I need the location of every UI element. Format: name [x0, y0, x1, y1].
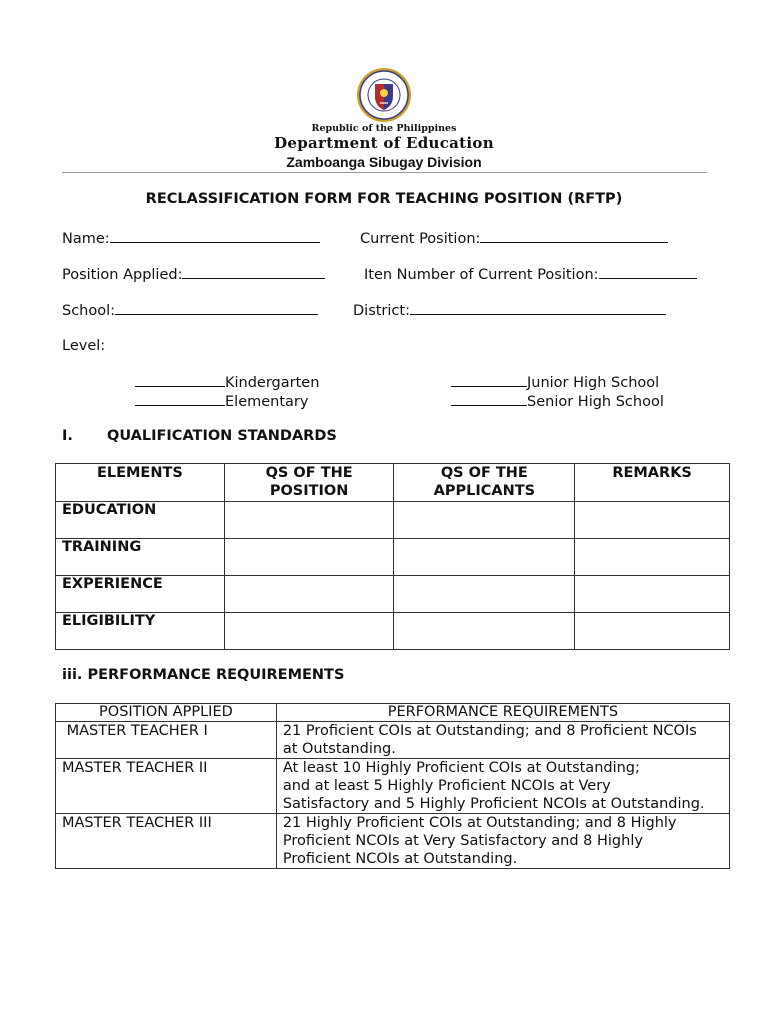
header-divider — [62, 172, 707, 173]
perf-requirement — [276, 759, 729, 814]
qs-cell[interactable] — [224, 539, 394, 576]
section-1-number: I. — [62, 428, 73, 444]
perf-requirement-line: 21 Highly Proficient COIs at Outstanding; and 8 Highly — [282, 815, 677, 831]
item-number-blank[interactable] — [599, 265, 697, 279]
table-row — [56, 539, 730, 576]
level-option-senior-high — [451, 392, 664, 410]
elementary-label: Elementary — [225, 394, 309, 410]
table-row — [56, 502, 730, 539]
perf-requirement-line: Proficient NCOIs at Outstanding. — [282, 851, 518, 867]
perf-requirement-line: 21 Proficient COIs at Outstanding; and 8 Proficient NCOIs — [282, 723, 697, 739]
qs-header-elements: ELEMENTS — [56, 464, 225, 502]
kindergarten-label: Kindergarten — [225, 375, 320, 391]
qs-header-row — [56, 464, 730, 502]
position-applied-label: Position Applied: — [62, 267, 183, 283]
qualification-standards-table — [55, 463, 730, 650]
qs-row-label: ELIGIBILITY — [56, 613, 225, 650]
performance-requirements-table — [55, 703, 730, 869]
perf-requirement-line: and at least 5 Highly Proficient NCOIs at Very — [282, 778, 611, 794]
republic-text: Republic of the Philippines — [311, 123, 457, 134]
district-blank[interactable] — [410, 301, 666, 315]
form-title: RECLASSIFICATION FORM FOR TEACHING POSITION (RFTP) — [145, 191, 623, 207]
qs-cell[interactable] — [575, 613, 730, 650]
qs-header-applicants: QS OF THE APPLICANTS — [394, 464, 575, 502]
level-option-elementary — [135, 392, 308, 410]
perf-header-row — [56, 704, 730, 722]
table-row — [56, 814, 730, 869]
district-label: District: — [353, 303, 410, 319]
qs-cell[interactable] — [394, 502, 575, 539]
division-name: Zamboanga Sibugay Division — [286, 154, 482, 170]
current-position-label: Current Position: — [360, 231, 481, 247]
elementary-blank[interactable] — [135, 392, 225, 406]
perf-requirement — [276, 814, 729, 869]
qs-header-position: QS OF THE POSITION — [224, 464, 394, 502]
qs-cell[interactable] — [224, 576, 394, 613]
item-number-field — [364, 265, 697, 283]
junior-high-label: Junior High School — [527, 375, 660, 391]
perf-requirement — [276, 722, 729, 759]
table-row — [56, 759, 730, 814]
qs-row-label: TRAINING — [56, 539, 225, 576]
perf-header-requirements: PERFORMANCE REQUIREMENTS — [276, 704, 729, 722]
perf-position: MASTER TEACHER II — [56, 759, 277, 814]
school-blank[interactable] — [115, 301, 318, 315]
level-label: Level: — [62, 338, 106, 354]
deped-seal-logo — [355, 66, 413, 124]
perf-requirement-line: Proficient NCOIs at Very Satisfactory and 8 Highly — [282, 833, 643, 849]
qs-row-label: EDUCATION — [56, 502, 225, 539]
qs-header-remarks: REMARKS — [575, 464, 730, 502]
section-1-title: QUALIFICATION STANDARDS — [107, 428, 337, 444]
perf-header-position: POSITION APPLIED — [56, 704, 277, 722]
junior-high-blank[interactable] — [451, 373, 527, 387]
school-label: School: — [62, 303, 116, 319]
perf-requirement-line: Satisfactory and 5 Highly Proficient NCOIs at Outstanding. — [282, 796, 705, 812]
qs-cell[interactable] — [575, 576, 730, 613]
table-row — [56, 576, 730, 613]
level-option-kindergarten — [135, 373, 319, 391]
current-position-field — [360, 229, 668, 247]
item-number-label: Iten Number of Current Position: — [364, 267, 599, 283]
qs-cell[interactable] — [224, 613, 394, 650]
perf-position: MASTER TEACHER III — [56, 814, 277, 869]
qs-cell[interactable] — [394, 576, 575, 613]
department-title: Department of Education — [274, 134, 494, 152]
perf-requirement-line: At least 10 Highly Proficient COIs at Outstanding; — [282, 760, 640, 776]
qs-cell[interactable] — [394, 539, 575, 576]
qs-cell[interactable] — [224, 502, 394, 539]
qs-row-label: EXPERIENCE — [56, 576, 225, 613]
current-position-blank[interactable] — [480, 229, 668, 243]
district-field — [353, 301, 666, 319]
level-option-junior-high — [451, 373, 659, 391]
kindergarten-blank[interactable] — [135, 373, 225, 387]
senior-high-blank[interactable] — [451, 392, 527, 406]
name-blank[interactable] — [110, 229, 320, 243]
qs-cell[interactable] — [575, 539, 730, 576]
table-row — [56, 722, 730, 759]
table-row — [56, 613, 730, 650]
qs-cell[interactable] — [575, 502, 730, 539]
senior-high-label: Senior High School — [527, 394, 664, 410]
perf-requirement-line: at Outstanding. — [282, 741, 396, 757]
school-field — [62, 301, 318, 319]
position-applied-blank[interactable] — [182, 265, 325, 279]
name-label: Name: — [62, 231, 110, 247]
position-applied-field — [62, 265, 325, 283]
qs-cell[interactable] — [394, 613, 575, 650]
section-3-title: iii. PERFORMANCE REQUIREMENTS — [62, 667, 345, 683]
perf-position: MASTER TEACHER I — [56, 722, 277, 759]
name-field — [62, 229, 320, 247]
